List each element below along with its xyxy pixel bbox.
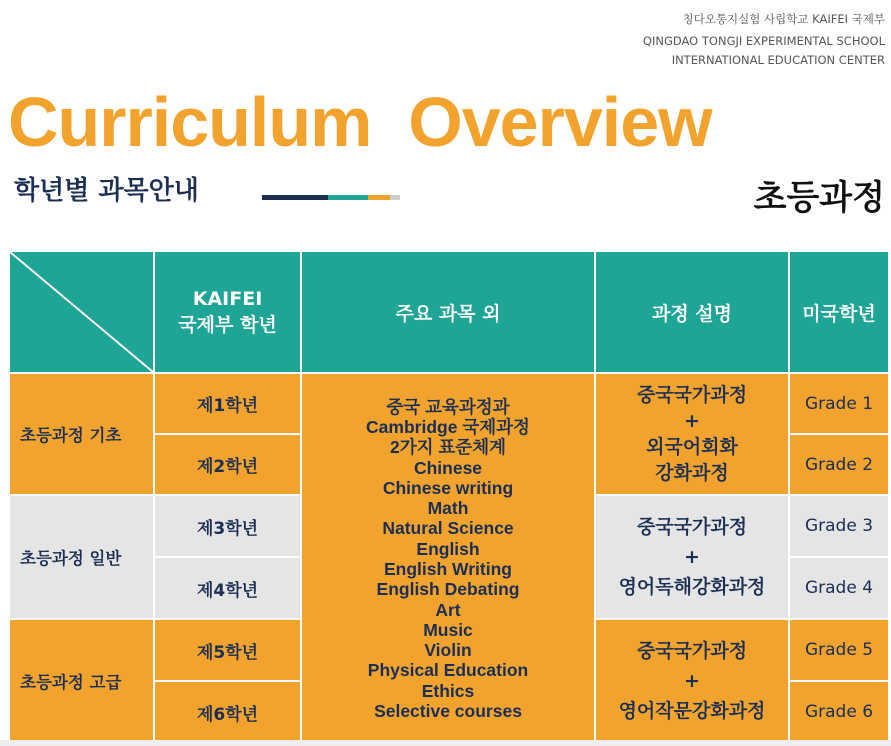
description-advanced: 중국국가과정 + 영어작문강화과정 <box>595 619 789 743</box>
course-list: 중국 교육과정과 Cambridge 국제과정 2가지 표준체계 Chinese Chinese writing Math Natural Science English English Writing English Debating Art Music Violin Physical Education Ethics Selective courses <box>301 373 595 743</box>
level-general: 초등과정 일반 <box>9 495 154 619</box>
grade-us-3: Grade 3 <box>789 495 889 557</box>
grade-kaifei-2: 제2학년 <box>154 434 301 495</box>
page-subtitle: 학년별 과목안내 <box>14 176 199 206</box>
bottom-divider <box>0 740 891 746</box>
description-general: 중국국가과정 + 영어독해강화과정 <box>595 495 789 619</box>
grade-us-4: Grade 4 <box>789 557 889 619</box>
grade-kaifei-6: 제6학년 <box>154 681 301 743</box>
school-line-center: INTERNATIONAL EDUCATION CENTER <box>671 53 885 67</box>
page-title: Curriculum Overview <box>8 83 712 161</box>
grade-kaifei-3: 제3학년 <box>154 495 301 557</box>
header-row <box>9 251 889 373</box>
school-line-english: QINGDAO TONGJI EXPERIMENTAL SCHOOL <box>642 34 885 48</box>
header-corner <box>9 251 154 373</box>
level-title: 초등과정 <box>753 178 885 218</box>
header-course-description: 과정 설명 <box>595 251 789 373</box>
grade-us-2: Grade 2 <box>789 434 889 495</box>
diagonal-line-icon <box>10 252 153 372</box>
grade-kaifei-1: 제1학년 <box>154 373 301 434</box>
grade-kaifei-4: 제4학년 <box>154 557 301 619</box>
level-advanced: 초등과정 고급 <box>9 619 154 743</box>
grade-us-6: Grade 6 <box>789 681 889 743</box>
header-kaifei-grade: KAIFEI 국제부 학년 <box>154 251 301 373</box>
grade-us-1: Grade 1 <box>789 373 889 434</box>
school-line-korean: 칭다오통지실험 사립학교 KAIFEI 국제부 <box>682 12 885 26</box>
header-us-grade: 미국학년 <box>789 251 889 373</box>
header-main-subjects: 주요 과목 외 <box>301 251 595 373</box>
table-row <box>9 373 889 434</box>
description-basic: 중국국가과정 + 외국어회화 강화과정 <box>595 373 789 495</box>
grade-us-5: Grade 5 <box>789 619 889 681</box>
curriculum-table <box>8 250 890 744</box>
grade-kaifei-5: 제5학년 <box>154 619 301 681</box>
level-basic: 초등과정 기초 <box>9 373 154 495</box>
